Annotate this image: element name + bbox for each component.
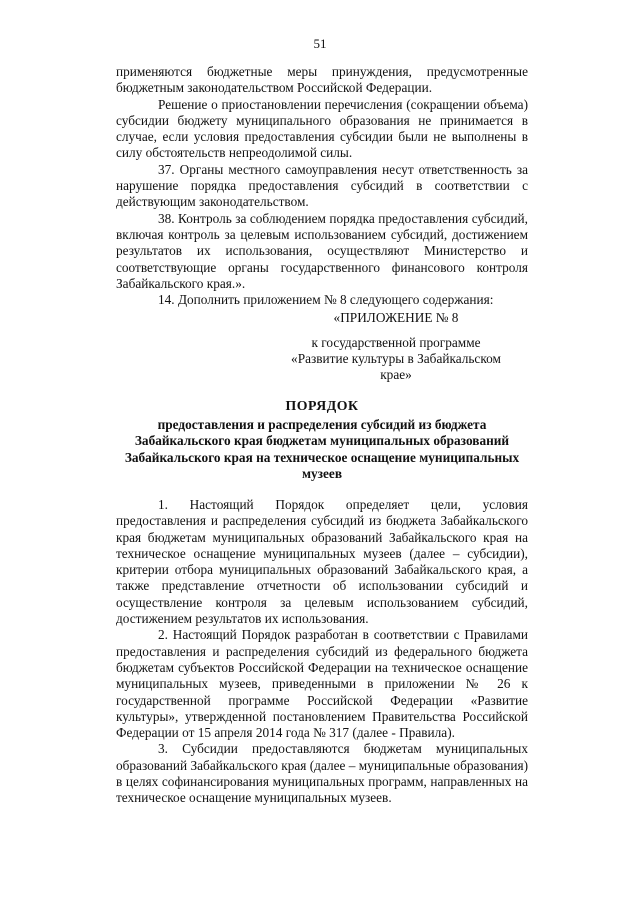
appendix-header bbox=[264, 310, 528, 383]
document-subtitle: предоставления и распределения субсидий из бюджета Забайкальского края бюджетам муниципальных образований Забайкальского края на техническое оснащение муниципальных музеев bbox=[124, 416, 520, 482]
paragraph-14: 14. Дополнить приложением № 8 следующего содержания: bbox=[158, 292, 494, 308]
appendix-ref-line3: крае» bbox=[380, 367, 412, 383]
paragraph-38: 38. Контроль за соблюдением порядка предоставления субсидий, включая контроль за целевым использованием субсидий, достижением результатов их использования, осуществляют Министерство и соответствующие органы государственного финансового контроля Забайкальского края.». bbox=[116, 210, 528, 291]
paragraph-suspension-decision: Решение о приостановлении перечисления (сокращении объема) субсидии бюджету муниципального образования не принимается в случае, если условия предоставления субсидии были не выполнены в силу обстоятельств непреодолимой силы. bbox=[116, 96, 528, 161]
appendix-ref-line2: «Развитие культуры в Забайкальском bbox=[291, 351, 501, 367]
paragraph-1: 1. Настоящий Порядок определяет цели, условия предоставления и распределения субсидий из бюджета Забайкальского края бюджетам муниципальных образований Забайкальского края на техническое оснащение муниципальных музеев (далее – субсидии), критерии отбора муниципальных образований Забайкальского края, а также представление отчетности об использовании субсидий и осуществление контроля за целевым использованием субсидий, достижением результатов их использования. bbox=[116, 496, 528, 627]
paragraph-37: 37. Органы местного самоуправления несут ответственность за нарушение порядка предоставления субсидий в соответствии с действующим законодательством. bbox=[116, 161, 528, 210]
appendix-title: «ПРИЛОЖЕНИЕ № 8 bbox=[333, 310, 459, 326]
paragraph-continuation: применяются бюджетные меры принуждения, предусмотренные бюджетным законодательством Российской Федерации. bbox=[116, 64, 528, 96]
document-body bbox=[116, 64, 528, 807]
appendix-ref-line1: к государственной программе bbox=[311, 334, 481, 350]
paragraph-3: 3. Субсидии предоставляются бюджетам муниципальных образований Забайкальского края (далее – муниципальные образования) в целях софинансирования муниципальных программ, направленных на техническое оснащение муниципальных музеев. bbox=[116, 741, 528, 806]
page-number: 51 bbox=[313, 36, 327, 51]
spacer bbox=[116, 483, 528, 497]
document-title: ПОРЯДОК bbox=[285, 397, 359, 413]
paragraph-2: 2. Настоящий Порядок разработан в соответствии с Правилами предоставления и распределения субсидий из федерального бюджета бюджетам субъектов Российской Федерации на техническое оснащение муниципальных музеев, приведенными в приложении № 26 к государственной программе Российской Федерации «Развитие культуры», утвержденной постановлением Правительства Российской Федерации от 15 апреля 2014 года № 317 (далее - Правила). bbox=[116, 627, 528, 741]
